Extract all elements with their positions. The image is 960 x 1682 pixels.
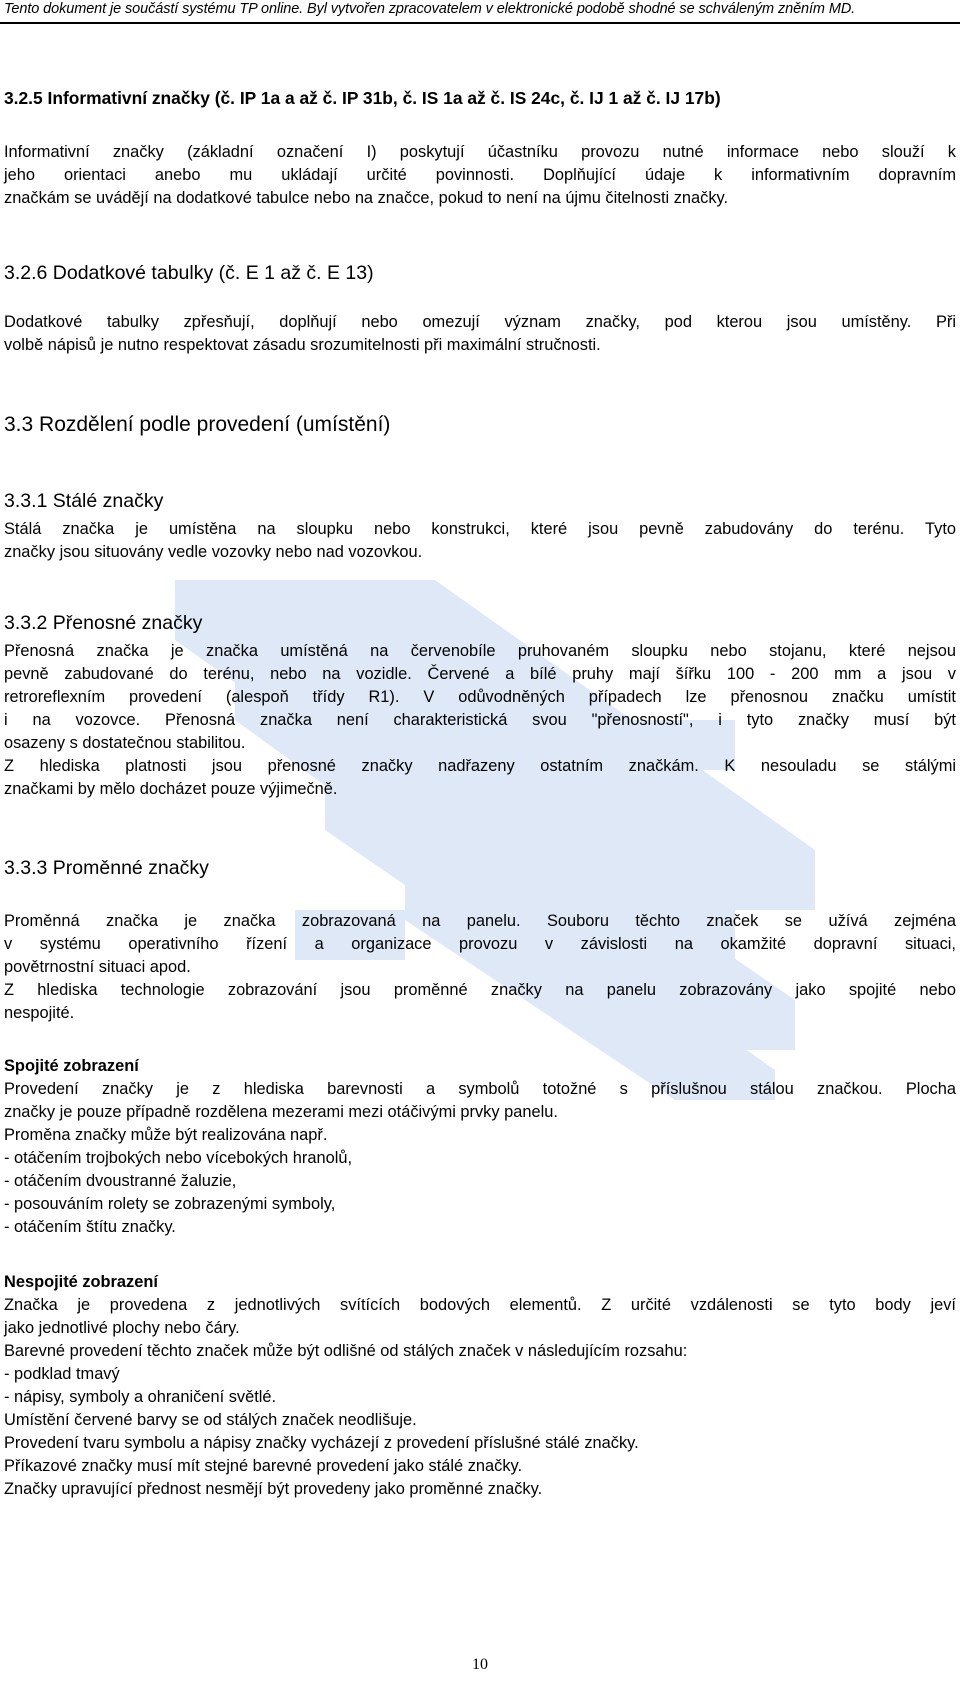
section-3-3-1-text	[4, 518, 956, 564]
text-line: jeho orientaci anebo mu ukládají určité povinnosti. Doplňující údaje k informativním dopravním	[4, 166, 956, 184]
text-line: Z hlediska technologie zobrazování jsou proměnné značky na panelu zobrazovány jako spojité nebo	[4, 981, 956, 999]
section-3-2-5-text	[4, 141, 956, 210]
text-line: značkám se uvádějí na dodatkové tabulce nebo na značce, pokud to není na újmu čitelnosti značky.	[4, 189, 729, 207]
section-3-3-2-text	[4, 640, 956, 801]
text-line: v systému operativního řízení a organizace provozu v závislosti na okamžité dopravní situaci,	[4, 935, 956, 953]
list-item: - podklad tmavý	[4, 1365, 120, 1383]
banner-text: Tento dokument je součástí systému TP online. Byl vytvořen zpracovatelem v elektronické podobě shodné se schváleným zněním MD.	[4, 1, 856, 17]
section-3-3-1-heading: 3.3.1 Stálé značky	[4, 490, 164, 512]
text-line: Informativní značky (základní označení I) poskytují účastníku provozu nutné informace nebo slouží k	[4, 143, 956, 161]
text-line: Provedení tvaru symbolu a nápisy značky vycházejí z provedení příslušné stálé značky.	[4, 1434, 639, 1452]
section-3-3-2-heading: 3.3.2 Přenosné značky	[4, 612, 203, 634]
section-3-2-6-text	[4, 311, 956, 357]
text-line: retroreflexním provedení (alespoň třídy R1). V odůvodněných případech lze přenosnou značku umístit	[4, 688, 956, 706]
nespojite-text	[4, 1294, 956, 1501]
list-item: - otáčením dvoustranné žaluzie,	[4, 1172, 237, 1190]
text-line: Z hlediska platnosti jsou přenosné značky nadřazeny ostatním značkám. K nesouladu se stálými	[4, 757, 956, 775]
list-item: - otáčením trojbokých nebo vícebokých hranolů,	[4, 1149, 353, 1167]
text-line: i na vozovce. Přenosná značka není charakteristická svou "přenosností", i tyto značky musí být	[4, 711, 956, 729]
heading-text: 3.2.6 Dodatkové tabulky (č. E 1 až č. E 13)	[4, 262, 374, 284]
text-line: značkami by mělo docházet pouze výjimečně.	[4, 780, 338, 798]
section-3-2-5-heading: 3.2.5 Informativní značky (č. IP 1a a až č. IP 31b, č. IS 1a až č. IS 24c, č. IJ 1 až č. IJ 17b)	[4, 88, 721, 108]
text-line: Umístění červené barvy se od stálých značek neodlišuje.	[4, 1411, 417, 1429]
text-line: Značka je provedena z jednotlivých svítících bodových elementů. Z určité vzdálenosti se tyto body jeví	[4, 1296, 956, 1314]
text-line: osazeny s dostatečnou stabilitou.	[4, 734, 246, 752]
text-line: Barevné provedení těchto značek může být odlišné od stálých značek v následujícím rozsahu:	[4, 1342, 688, 1360]
text-line: značky jsou situovány vedle vozovky nebo nad vozovkou.	[4, 543, 423, 561]
text-line: Proměna značky může být realizována např.	[4, 1126, 328, 1144]
section-3-3-heading: 3.3 Rozdělení podle provedení (umístění)	[4, 413, 391, 436]
text-line: Značky upravující přednost nesmějí být provedeny jako proměnné značky.	[4, 1480, 543, 1498]
text-line: povětrnostní situaci apod.	[4, 958, 191, 976]
spojite-text	[4, 1078, 956, 1239]
text-line: volbě nápisů je nutno respektovat zásadu srozumitelnosti při maximální stručnosti.	[4, 336, 601, 354]
nespojite-heading: Nespojité zobrazení	[4, 1273, 158, 1291]
header-banner	[0, 0, 960, 20]
text-line: Přenosná značka je značka umístěná na červenobíle pruhovaném sloupku nebo stojanu, které nejsou	[4, 642, 956, 660]
text-line: Provedení značky je z hlediska barevnosti a symbolů totožné s příslušnou stálou značkou. Plocha	[4, 1080, 956, 1098]
list-item: - posouváním rolety se zobrazenými symboly,	[4, 1195, 336, 1213]
header-rule	[0, 22, 960, 24]
text-line: nespojité.	[4, 1004, 75, 1022]
text-line: Příkazové značky musí mít stejné barevné provedení jako stálé značky.	[4, 1457, 523, 1475]
text-line: jako jednotlivé plochy nebo čáry.	[4, 1319, 240, 1337]
text-line: Dodatkové tabulky zpřesňují, doplňují nebo omezují význam značky, pod kterou jsou umístěny. Při	[4, 313, 956, 331]
text-line: Stálá značka je umístěna na sloupku nebo konstrukci, které jsou pevně zabudovány do terénu. Tyto	[4, 520, 956, 538]
spojite-heading: Spojité zobrazení	[4, 1057, 139, 1075]
list-item: - otáčením štítu značky.	[4, 1218, 176, 1236]
page-number: 10	[472, 1656, 488, 1673]
text-line: pevně zabudované do terénu, nebo na vozidle. Červené a bílé pruhy mají šířku 100 - 200 mm a jsou v	[4, 665, 956, 683]
text-line: značky je pouze případně rozdělena mezerami mezi otáčivými prvky panelu.	[4, 1103, 558, 1121]
list-item: - nápisy, symboly a ohraničení světlé.	[4, 1388, 277, 1406]
text-line: Proměnná značka je značka zobrazovaná na panelu. Souboru těchto značek se užívá zejména	[4, 912, 956, 930]
section-3-2-6-heading	[4, 262, 956, 285]
section-3-3-3-text	[4, 910, 956, 1025]
section-3-3-3-heading: 3.3.3 Proměnné značky	[4, 857, 209, 879]
